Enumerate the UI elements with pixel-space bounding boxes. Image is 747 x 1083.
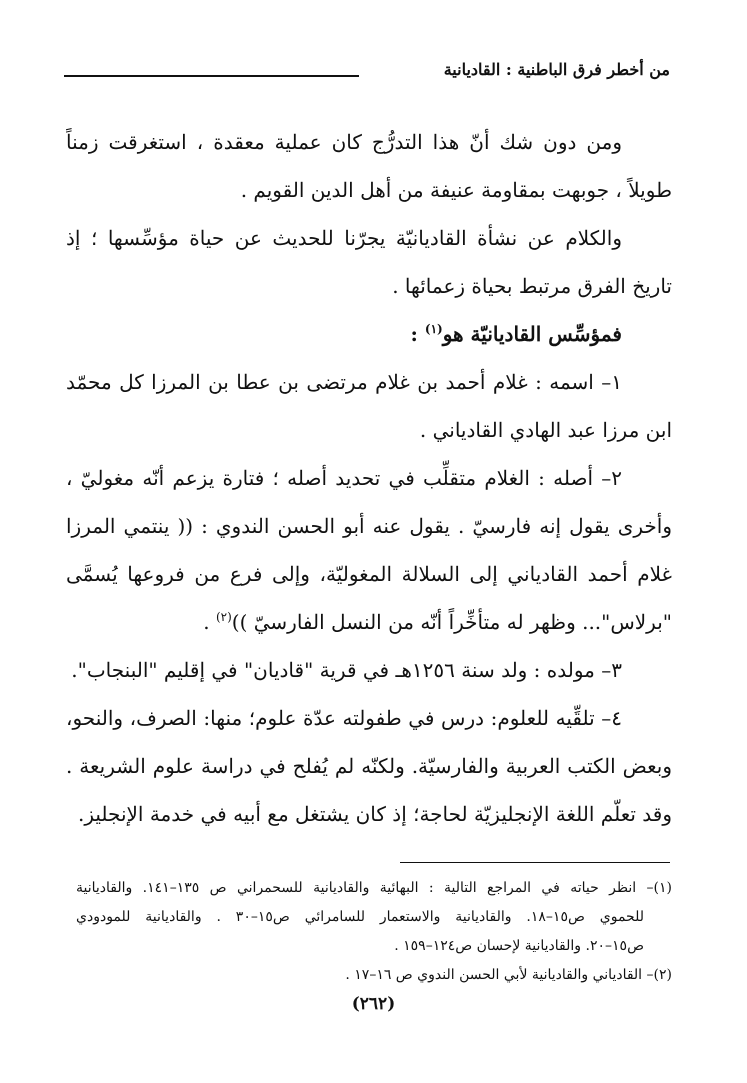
text-line: طويلاً ، جوبهت بمقاومة عنيفة من أهل الدين القويم . — [240, 178, 672, 202]
text-line — [66, 598, 672, 646]
text-line: ٤– تلقِّيه للعلوم: درس في طفولته عدّة علوم؛ منها: الصرف، والنحو، — [66, 706, 622, 730]
text-line: والكلام عن نشأة القاديانيّة يجرّنا للحديث عن حياة مؤسِّسها ؛ إذ — [66, 226, 622, 250]
text-line: وأخرى يقول إنه فارسيّ . يقول عنه أبو الحسن الندوي : (( ينتمي المرزا — [66, 514, 672, 538]
text-line: وبعض الكتب العربية والفارسيّة. ولكنّه لم يُفلح في دراسة علوم الشريعة . — [66, 754, 672, 778]
footnote-ref-2: (٢) — [215, 610, 232, 624]
footnotes — [76, 874, 672, 990]
running-header — [64, 58, 670, 88]
main-text — [66, 118, 672, 838]
footnote-1-line: ص١٥–٢٠. والقاديانية لإحسان ص١٢٤–١٥٩ . — [394, 938, 644, 954]
page-number: (٢٦٢) — [351, 994, 396, 1014]
quote-end-text: "برلاس"... وظهر له متأخِّراً أنّه من النسل الفارسيّ )) — [231, 610, 672, 634]
footnote-rule — [400, 862, 670, 863]
footnote-ref-1: (١) — [424, 322, 443, 336]
text-line: ٣– مولده : ولد سنة ١٢٥٦هـ في قرية "قاديان" في إقليم "البنجاب". — [71, 658, 622, 682]
text-line: ابن مرزا عبد الهادي القادياني . — [419, 418, 672, 442]
footnote-1-line: (١)– انظر حياته في المراجع التالية : البهائية والقاديانية للسحمراني ص ١٣٥–١٤١. والقاديانية — [76, 880, 672, 896]
text-line: ٢– أصله : الغلام متقلِّب في تحديد أصله ؛ فتارة يزعم أنّه مغوليّ ، — [66, 466, 622, 490]
text-line: ومن دون شك أنّ هذا التدرُّج كان عملية معقدة ، استغرقت زمناً — [66, 130, 622, 154]
text-line: ١– اسمه : غلام أحمد بن غلام مرتضى بن عطا بن المرزا كل محمّد — [66, 370, 622, 394]
section-heading-text: فمؤسِّس القاديانيّة هو — [442, 322, 622, 346]
quote-period: . — [203, 610, 216, 634]
header-rule — [64, 75, 359, 77]
text-line: غلام أحمد القادياني إلى السلالة المغوليّة، وإلى فرع من فروعها يُسمَّى — [66, 562, 672, 586]
heading-colon: : — [410, 322, 425, 346]
section-heading — [66, 310, 672, 358]
footnote-1-line: للحموي ص١٥–١٨. والقاديانية والاستعمار للسامرائي ص١٥–٣٠ . والقاديانية للمودودي — [76, 909, 644, 925]
running-header-title: من أخطر فرق الباطنية : القاديانية — [443, 60, 670, 79]
text-line: تاريخ الفرق مرتبط بحياة زعمائها . — [392, 274, 672, 298]
text-line: وقد تعلّم اللغة الإنجليزيّة لحاجة؛ إذ كان يشتغل مع أبيه في خدمة الإنجليز. — [77, 802, 672, 826]
footnote-2: (٢)– القادياني والقاديانية لأبي الحسن الندوي ص ١٦–١٧ . — [345, 967, 672, 983]
